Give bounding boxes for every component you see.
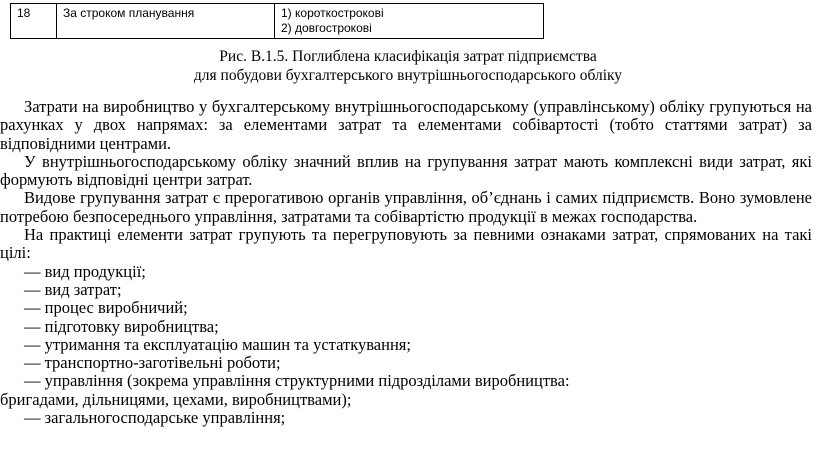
paragraph-2: У внутрішньогосподарському обліку значний вплив на групування затрат мають комплексні види затрат, які формують відповідні центри затрат. [0, 151, 812, 190]
list-item: — управління (зокрема управління структурними підрозділами виробництва: [24, 371, 570, 391]
paragraph-3: Видове групування затрат є прерогативою органів управління, об’єднань і самих підприємств. Воно зумовлене потребою безпосереднього управління, затратами та собівартістю продукції в межах господарства. [0, 188, 812, 226]
list-item: — процес виробничий; [24, 298, 188, 318]
list-item-continuation: бригадами, дільницями, цехами, виробництвами); [0, 389, 352, 409]
paragraph-1: Затрати на виробництво у бухгалтерському внутрішньогосподарському (управлінському) обліку групуються на рахунках у двох напрямах: за елементами затрат та елементами собівартості (тобто статтями затрат) за відповідними центрами. [0, 97, 812, 153]
criterion-cell: За строком планування [57, 4, 275, 39]
list-item: — підготовку виробництва; [24, 316, 219, 336]
paragraph-4: На практиці елементи затрат групують та перегруповують за певними ознаками затрат, спрямованих на такі цілі: [0, 225, 812, 263]
figure-caption [0, 47, 816, 85]
document-body [0, 98, 812, 427]
value-long-term: 2) довгострокові [281, 21, 372, 35]
list-item: — вид затрат; [24, 279, 122, 299]
caption-line-2: для побудови бухгалтерського внутрішньогосподарського обліку [193, 67, 623, 84]
list-item: — загальногосподарське управління; [24, 408, 286, 428]
value-short-term: 1) короткострокові [281, 6, 384, 20]
list-item: — вид продукції; [24, 261, 146, 281]
caption-line-1: Рис. В.1.5. Поглиблена класифікація затрат підприємства [219, 48, 597, 65]
list-item: — транспортно-заготівельні роботи; [24, 353, 281, 373]
table-row [11, 4, 544, 39]
list-item: — утримання та експлуатацію машин та устаткування; [24, 334, 411, 354]
values-cell [275, 4, 544, 39]
classification-table [10, 3, 544, 39]
row-number-cell: 18 [11, 4, 57, 39]
